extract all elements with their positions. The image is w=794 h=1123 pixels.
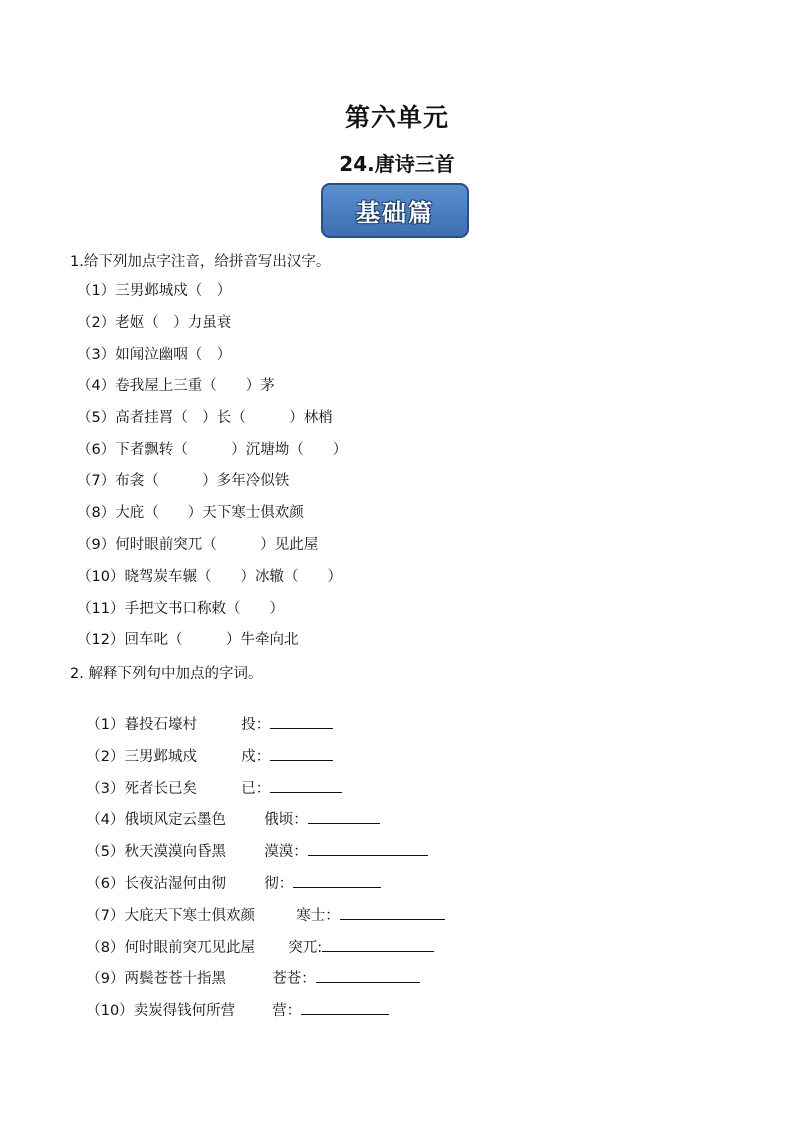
term-label: 突兀:	[288, 940, 323, 956]
pinyin-item: （8）大庇（ ）天下寒士俱欢颜	[77, 505, 304, 521]
definition-item	[77, 980, 389, 1021]
unit-title: 第六单元	[344, 103, 449, 132]
pinyin-item: （9）何时眼前突兀（ ）见此屋	[77, 537, 319, 553]
sentence: （2）三男邺城戍	[86, 749, 197, 765]
basics-badge	[321, 183, 469, 238]
term-label: 俄顷：	[264, 812, 308, 828]
pinyin-item: （2）老妪（ ）力虽衰	[77, 315, 232, 331]
sentence: （4）俄顷风定云墨色	[86, 812, 226, 828]
sentence: （5）秋天漠漠向昏黑	[86, 844, 226, 860]
badge-label: 基础篇	[356, 198, 434, 227]
sentence: （3）死者长已矣	[86, 781, 197, 797]
sentence: （10）卖炭得钱何所营	[86, 1003, 236, 1019]
sentence: （9）两鬓苍苍十指黑	[86, 971, 226, 987]
question-2-heading: 2. 解释下列句中加点的字词。	[70, 666, 263, 682]
pinyin-item: （10）晓驾炭车辗（ ）冰辙（ ）	[77, 569, 342, 585]
sentence: （6）长夜沾湿何由彻	[86, 876, 226, 892]
sentence: （7）大庇天下寒士俱欢颜	[86, 908, 255, 924]
term-label: 已：	[241, 781, 271, 797]
pinyin-item: （3）如闻泣幽咽（ ）	[77, 347, 232, 363]
term-label: 彻：	[264, 876, 294, 892]
term-label: 苍苍：	[272, 971, 316, 987]
pinyin-item: （1）三男邺城戍（ ）	[77, 283, 232, 299]
pinyin-item: （5）高者挂罥（ ）长（ ）林梢	[77, 410, 333, 426]
pinyin-item: （12）回车叱（ ）牛牵向北	[77, 632, 299, 648]
answer-blank[interactable]	[301, 1000, 389, 1015]
pinyin-item: （4）卷我屋上三重（ ）茅	[77, 378, 275, 394]
question-1-heading: 1.给下列加点字注音，给拼音写出汉字。	[70, 254, 331, 270]
sentence: （8）何时眼前突兀见此屋	[86, 940, 255, 956]
term-label: 戍：	[241, 749, 271, 765]
pinyin-item: （11）手把文书口称敕（ ）	[77, 601, 284, 617]
term-label: 漠漠：	[264, 844, 308, 860]
term-label: 寒士：	[296, 908, 340, 924]
lesson-title: 24.唐诗三首	[339, 152, 455, 176]
term-label: 投：	[241, 717, 271, 733]
sentence: （1）暮投石壕村	[86, 717, 197, 733]
term-label: 营：	[272, 1003, 302, 1019]
pinyin-item: （7）布衾（ ）多年冷似铁	[77, 473, 290, 489]
pinyin-item: （6）下者飘转（ ）沉塘坳（ ）	[77, 442, 348, 458]
